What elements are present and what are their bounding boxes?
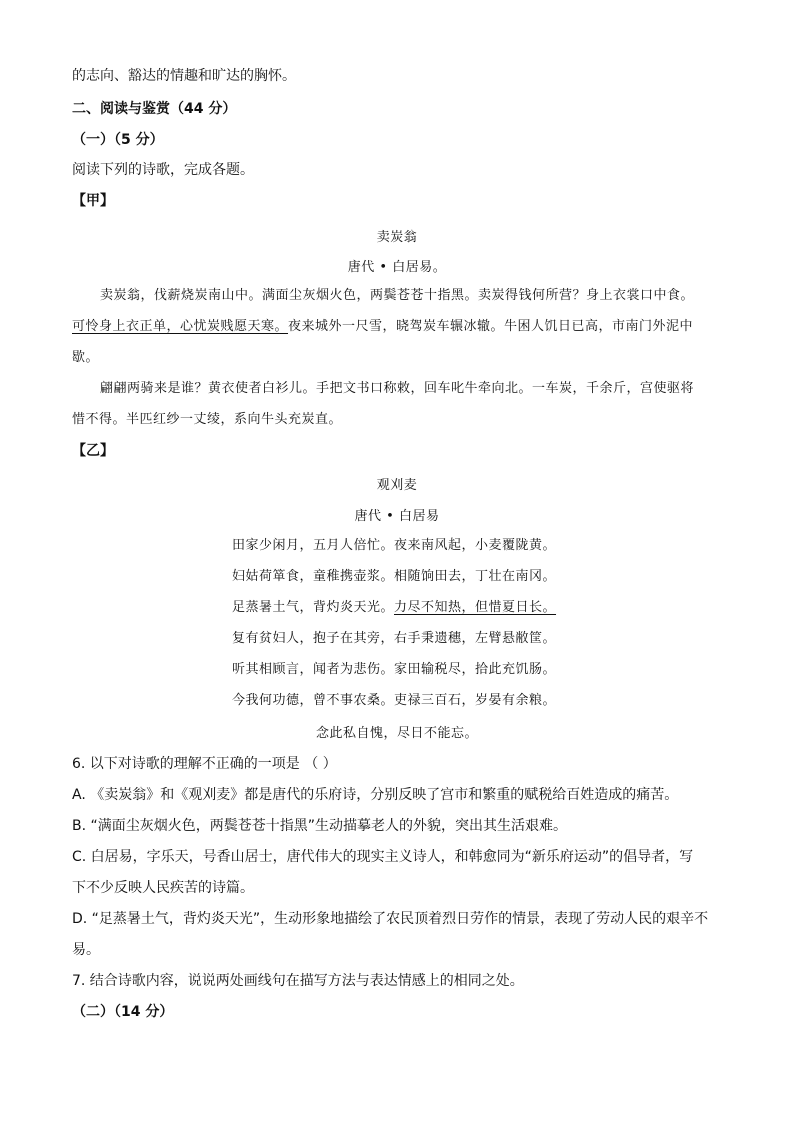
poem-a-title: 卖炭翁: [376, 230, 418, 245]
poem-b-line-7: 念此私自愧，尽日不能忘。: [315, 726, 478, 741]
question-6-option-b: B. “满面尘灰烟火色，两鬓苍苍十指黑”生动描摹老人的外貌，突出其生活艰难。: [72, 818, 568, 834]
poem-b-tag: 【乙】: [72, 443, 114, 459]
poem-a-p1-line1: 卖炭翁，伐薪烧炭南山中。满面尘灰烟火色，两鬓苍苍十指黑。卖炭得钱何所营？身上衣裳口中食。: [100, 288, 695, 303]
part-1-title: （一）（5 分）: [72, 132, 164, 148]
poem-b-line-5: 听其相顾言，闻者为悲伤。家田输税尽，拾此充饥肠。: [232, 662, 557, 677]
poem-b-underlined-line: 力尽不知热，但惜夏日长。: [394, 600, 557, 615]
poem-a-p1-line2-rest: 夜来城外一尺雪，晓驾炭车辗冰辙。牛困人饥日已高，市南门外泥中: [288, 319, 694, 334]
poem-a-underlined-line: 可怜身上衣正单，心忧炭贱愿天寒。: [72, 319, 289, 334]
poem-a-author: 唐代 • 白居易。: [347, 260, 447, 275]
poem-a-tag: 【甲】: [72, 193, 114, 209]
poem-a-p1-line3: 歇。: [72, 350, 100, 365]
poem-b-line-2: 妇姑荷箪食，童稚携壶浆。相随饷田去，丁壮在南冈。: [232, 569, 557, 584]
part-2-title: （二）（14 分）: [72, 1004, 174, 1020]
poem-b-line-4: 复有贫妇人，抱子在其旁，右手秉遗穗，左臂悬敝筐。: [232, 631, 557, 646]
question-6-stem: 6. 以下对诗歌的理解不正确的一项是 （ ）: [72, 756, 337, 772]
poem-b-line-3: [232, 598, 556, 618]
poem-b-title: 观刈麦: [376, 478, 418, 493]
poem-b-line-1: 田家少闲月，五月人倍忙。夜来南风起，小麦覆陇黄。: [232, 538, 557, 553]
poem-b-line-6: 今我何功德，曾不事农桑。吏禄三百石，岁晏有余粮。: [232, 693, 557, 708]
poem-a-p2-line2: 惜不得。半匹红纱一丈绫，系向牛头充炭直。: [72, 412, 343, 427]
poem-b-author: 唐代 • 白居易: [354, 509, 440, 524]
question-6-option-c-line2: 下不少反映人民疾苦的诗篇。: [72, 880, 254, 896]
question-6-option-a: A. 《卖炭翁》和《观刈麦》都是唐代的乐府诗，分别反映了宫市和繁重的赋税给百姓造成的痛苦。: [72, 787, 679, 803]
question-6-option-d-line2: 易。: [72, 942, 100, 958]
question-6-option-d-line1: D. “足蒸暑土气，背灼炎天光”，生动形象地描绘了农民顶着烈日劳作的情景，表现了劳动人民的艰辛不: [72, 911, 709, 927]
intro-tail-text: 的志向、豁达的情趣和旷达的胸怀。: [72, 68, 296, 84]
question-6-option-c-line1: C. 白居易，字乐天，号香山居士，唐代伟大的现实主义诗人，和韩愈同为“新乐府运动”的倡导者，写: [72, 849, 694, 865]
poem-a-p2-line1: 翩翩两骑来是谁？黄衣使者白衫儿。手把文书口称敕，回车叱牛牵向北。一车炭，千余斤，宫使驱将: [100, 381, 695, 396]
poem-b-line-3-start: 足蒸暑土气，背灼炎天光。: [232, 600, 395, 615]
question-7: 7. 结合诗歌内容，说说两处画线句在描写方法与表达情感上的相同之处。: [72, 973, 524, 989]
section-2-title: 二、阅读与鉴赏（44 分）: [72, 101, 237, 117]
instruction-text: 阅读下列的诗歌，完成各题。: [72, 162, 254, 178]
poem-a-p1-line2: [72, 317, 693, 337]
